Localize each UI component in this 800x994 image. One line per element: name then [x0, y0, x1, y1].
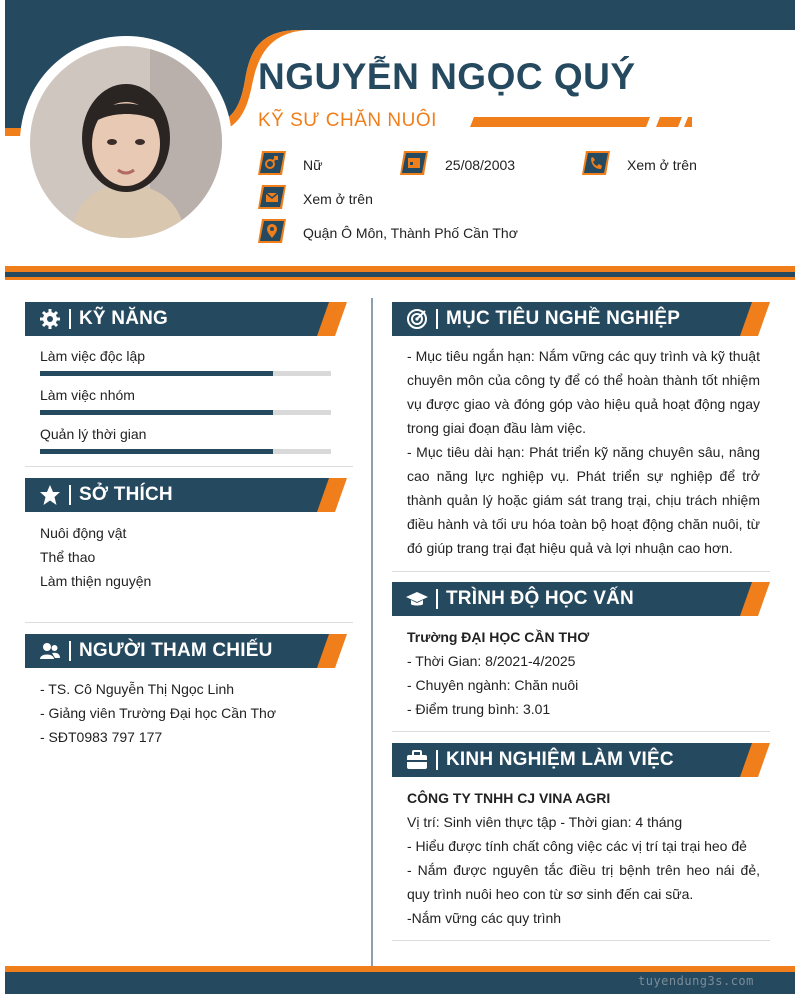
hobbies-title: SỞ THÍCH	[79, 484, 173, 505]
target-icon	[406, 308, 428, 330]
education-section-header	[392, 582, 770, 616]
education-school: Trường ĐẠI HỌC CẦN THƠ	[407, 629, 590, 645]
watermark: tuyendung3s.com	[638, 974, 754, 988]
email-icon	[258, 185, 286, 209]
divider	[392, 571, 770, 572]
experience-line: - Hiểu được tính chất công việc các vị trí tại trại heo đẻ	[407, 838, 747, 854]
skill-bar	[40, 410, 331, 415]
divider	[25, 466, 353, 467]
profile-photo	[20, 36, 232, 248]
education-line: - Điểm trung bình: 3.01	[407, 701, 551, 717]
skills-title: KỸ NĂNG	[79, 308, 169, 329]
hobby-item: Thể thao	[40, 549, 96, 565]
birthday-value: 25/08/2003	[445, 157, 516, 173]
skill-label: Làm việc độc lập	[40, 348, 146, 364]
decorative-stripes	[470, 117, 692, 127]
skill-label: Quản lý thời gian	[40, 426, 147, 442]
skill-bar	[40, 371, 331, 376]
references-section-header	[25, 634, 347, 668]
education-line: - Chuyên ngành: Chăn nuôi	[407, 677, 579, 693]
hobbies-section-header	[25, 478, 347, 512]
education-title: TRÌNH ĐỘ HỌC VẤN	[446, 588, 634, 609]
gender-icon	[258, 151, 286, 175]
briefcase-icon	[406, 749, 428, 771]
experience-company: CÔNG TY TNHH CJ VINA AGRI	[407, 790, 611, 806]
hobby-item: Làm thiện nguyện	[40, 573, 152, 589]
education-line: - Thời Gian: 8/2021-4/2025	[407, 653, 576, 669]
hobby-item: Nuôi động vật	[40, 525, 127, 541]
star-icon	[39, 484, 61, 506]
experience-line: - Nắm được nguyên tắc điều trị bệnh trên heo nái đẻ, quy trình nuôi heo con từ sơ sinh đến cai sữa.	[407, 862, 760, 902]
reference-item: - Giảng viên Trường Đại học Cần Thơ	[40, 705, 277, 721]
email-value: Xem ở trên	[303, 191, 373, 207]
phone-icon	[582, 151, 610, 175]
skills-section-header	[25, 302, 347, 336]
candidate-name: NGUYỄN NGỌC QUÝ	[258, 56, 636, 97]
objective-long-term: - Mục tiêu dài hạn: Phát triển kỹ năng chuyên sâu, nâng cao năng lực nghiệp vụ. Phát triển sự nghiệp để trở thành quản lý hoặc giám sát trang trại, chịu trách nhiệm điều hành và tối ưu hóa toàn bộ hoạt động chăn nuôi, từ đó giúp trang trại đạt hiệu quả và lợi nhuận cao hơn.	[407, 444, 760, 556]
experience-title: KINH NGHIỆM LÀM VIỆC	[446, 749, 674, 770]
location-icon	[258, 219, 286, 243]
skill-label: Làm việc nhóm	[40, 387, 135, 403]
header-band-orange-thin	[5, 277, 795, 280]
experience-section-header	[392, 743, 770, 777]
objective-short-term: - Mục tiêu ngắn hạn: Nắm vững các quy trình và kỹ thuật chuyên môn của công ty để có thể hoàn thành tốt nhiệm vụ được giao và đóng góp vào hiệu quả hoạt động ngay trong giai đoạn đầu làm việc.	[407, 348, 760, 436]
job-title: KỸ SƯ CHĂN NUÔI	[258, 110, 437, 131]
graduation-cap-icon	[406, 588, 428, 610]
reference-item: - TS. Cô Nguyễn Thị Ngọc Linh	[40, 681, 235, 697]
column-divider	[371, 298, 373, 972]
skill-bar	[40, 449, 331, 454]
address-value: Quận Ô Môn, Thành Phố Cần Thơ	[303, 225, 518, 241]
gear-icon	[39, 308, 61, 330]
divider	[392, 731, 770, 732]
objective-title: MỤC TIÊU NGHỀ NGHIỆP	[446, 308, 681, 329]
calendar-icon	[400, 151, 428, 175]
objective-section-header	[392, 302, 770, 336]
experience-line: -Nắm vững các quy trình	[407, 910, 562, 926]
gender-value: Nữ	[303, 157, 323, 173]
divider	[392, 940, 770, 941]
experience-role: Vị trí: Sinh viên thực tập - Thời gian: 4 tháng	[407, 814, 683, 830]
phone-value: Xem ở trên	[627, 157, 697, 173]
users-icon	[39, 640, 61, 662]
divider	[25, 622, 353, 623]
reference-item: - SĐT0983 797 177	[40, 729, 163, 745]
references-title: NGƯỜI THAM CHIẾU	[79, 640, 273, 661]
